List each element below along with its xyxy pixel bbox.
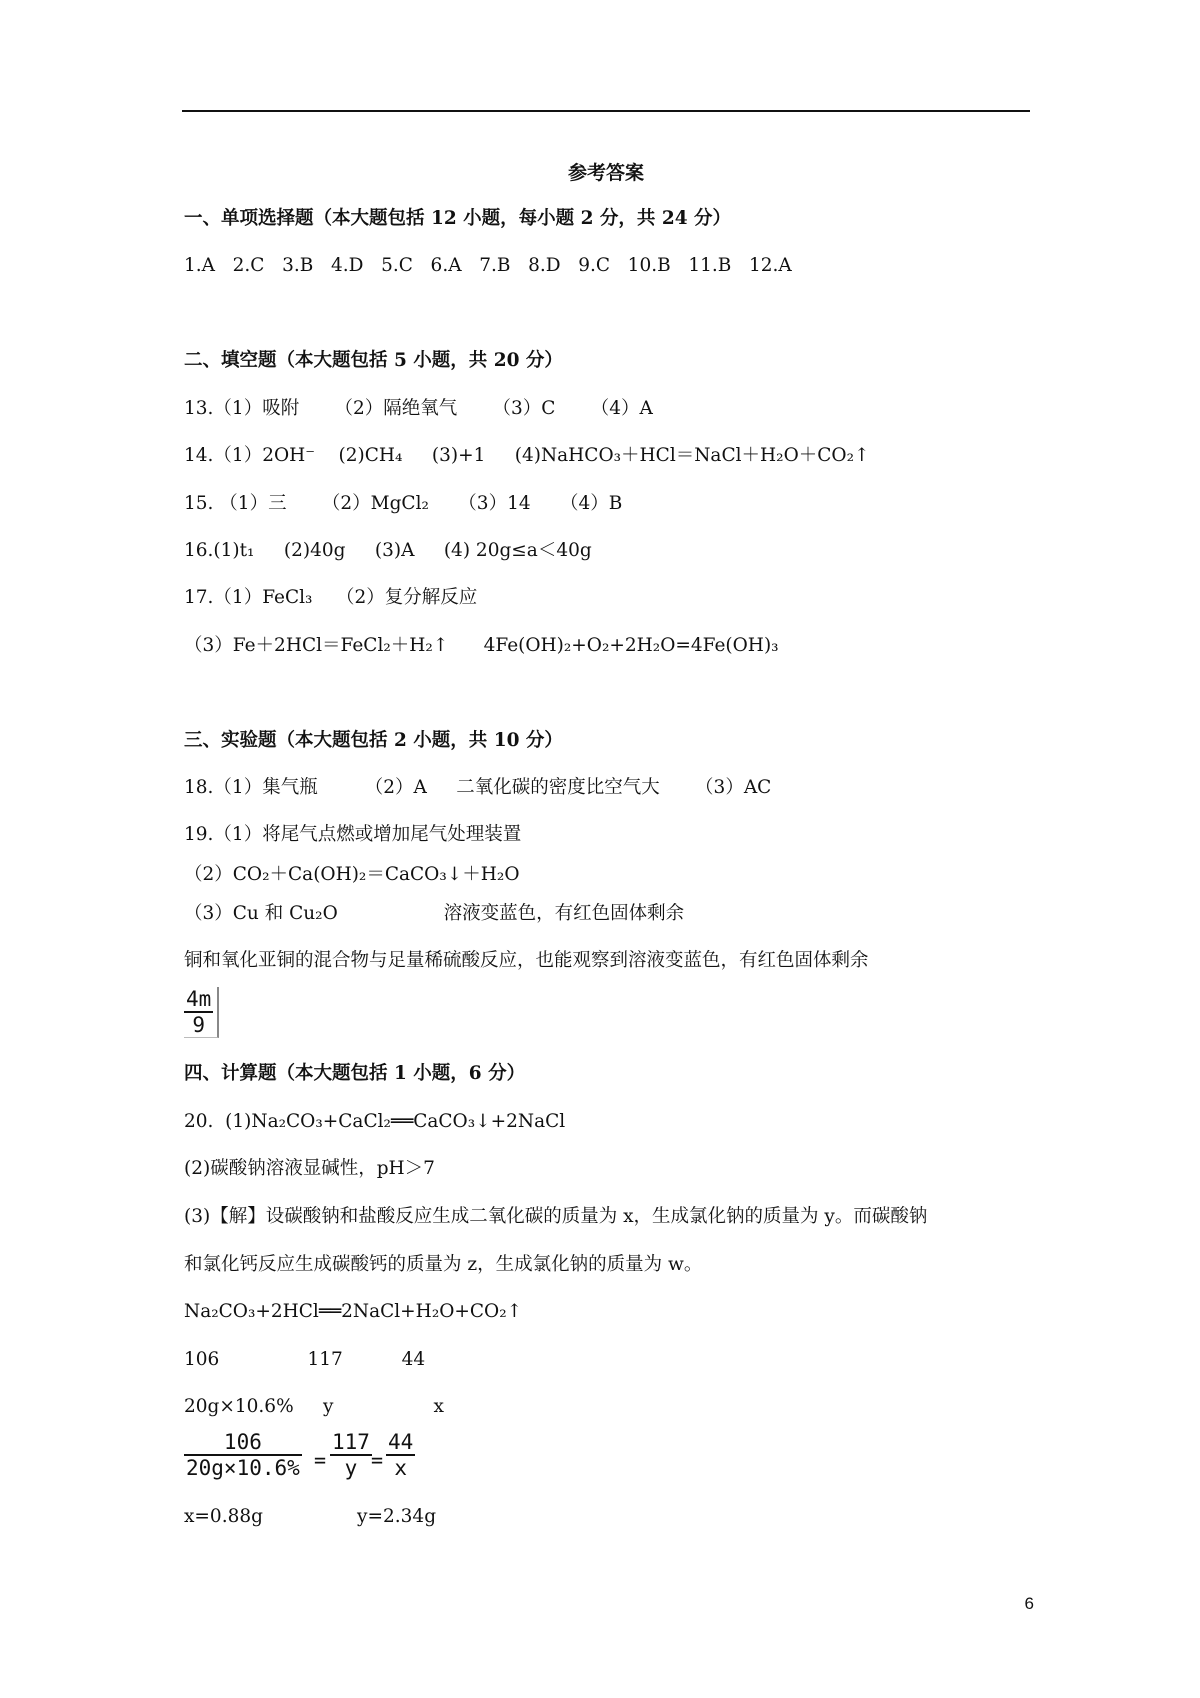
answer-20-part3-cont: 和氯化钙反应生成碳酸钙的质量为 z，生成氯化钠的质量为 w。 xyxy=(184,1254,703,1275)
fraction-117 xyxy=(330,1430,372,1480)
section-4-heading: 四、计算题（本大题包括 1 小题，6 分） xyxy=(184,1063,526,1084)
molar-mass-row: 106 117 44 xyxy=(184,1349,426,1370)
page-number: 6 xyxy=(1024,1594,1034,1613)
equals-sign: = xyxy=(371,1448,384,1472)
answer-17-part1: 17.（1）FeCl₃ （2）复分解反应 xyxy=(184,587,478,608)
answer-20-part2: (2)碳酸钠溶液显碱性，pH＞7 xyxy=(184,1158,435,1179)
page-title: 参考答案 xyxy=(567,162,644,184)
fraction-numerator: 44 xyxy=(388,1430,414,1454)
answer-16: 16.(1)t₁ (2)40g (3)A (4) 20g≤a＜40g xyxy=(184,540,592,561)
section-1-answers: 1.A 2.C 3.B 4.D 5.C 6.A 7.B 8.D 9.C 10.B 11.B 12.A xyxy=(184,255,792,276)
fraction-4m-over-9 xyxy=(184,987,219,1038)
variable-row: 20g×10.6% y x xyxy=(184,1396,444,1417)
fraction-numerator: 106 xyxy=(223,1430,262,1454)
section-2-heading: 二、填空题（本大题包括 5 小题，共 20 分） xyxy=(184,350,563,371)
equals-sign: = xyxy=(314,1448,327,1472)
chemical-equation: Na₂CO₃+2HCl══2NaCl+H₂O+CO₂↑ xyxy=(184,1301,523,1322)
section-3-heading: 三、实验题（本大题包括 2 小题，共 10 分） xyxy=(184,730,563,751)
answer-14: 14.（1）2OH⁻ (2)CH₄ (3)+1 (4)NaHCO₃＋HCl＝NaCl＋H₂O＋CO₂↑ xyxy=(184,445,870,466)
fraction-denominator: y xyxy=(344,1456,358,1480)
answer-15: 15. （1）三 （2）MgCl₂ （3）14 （4）B xyxy=(184,493,623,514)
fraction-denominator: x xyxy=(394,1456,407,1480)
fraction-denominator: 9 xyxy=(192,1013,205,1037)
section-1-heading: 一、单项选择题（本大题包括 12 小题，每小题 2 分，共 24 分） xyxy=(184,208,732,229)
fraction-denominator: 20g×10.6% xyxy=(186,1456,300,1480)
answer-13: 13.（1）吸附 （2）隔绝氧气 （3）C （4）A xyxy=(184,398,653,419)
answer-18: 18.（1）集气瓶 （2）A 二氧化碳的密度比空气大 （3）AC xyxy=(184,777,772,798)
answer-17-part2: （3）Fe＋2HCl＝FeCl₂＋H₂↑ 4Fe(OH)₂+O₂+2H₂O=4Fe(OH)₃ xyxy=(184,635,779,656)
header-rule xyxy=(182,110,1030,112)
answer-19-part3: （3）Cu 和 Cu₂O 溶液变蓝色，有红色固体剩余 xyxy=(184,903,685,924)
fraction-44 xyxy=(386,1430,415,1480)
answer-19-part4: 铜和氧化亚铜的混合物与足量稀硫酸反应，也能观察到溶液变蓝色，有红色固体剩余 xyxy=(184,950,869,971)
answer-20-part1: 20. (1)Na₂CO₃+CaCl₂══CaCO₃↓+2NaCl xyxy=(184,1111,566,1132)
answer-19-part2: （2）CO₂＋Ca(OH)₂＝CaCO₃↓＋H₂O xyxy=(184,864,520,885)
answer-19-part1: 19.（1）将尾气点燃或增加尾气处理装置 xyxy=(184,824,522,845)
fraction-numerator: 4m xyxy=(186,987,212,1011)
fraction-106 xyxy=(184,1430,302,1480)
answer-20-part3: (3)【解】设碳酸钠和盐酸反应生成二氧化碳的质量为 x，生成氯化钠的质量为 y。而碳酸钠 xyxy=(184,1206,928,1227)
result-line: x=0.88g y=2.34g xyxy=(184,1506,437,1527)
fraction-numerator: 117 xyxy=(332,1430,370,1454)
